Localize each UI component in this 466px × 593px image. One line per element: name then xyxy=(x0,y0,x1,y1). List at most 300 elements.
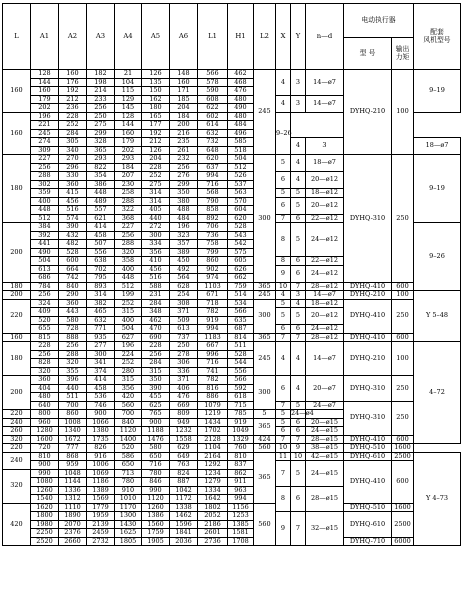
dim-cell: 960 xyxy=(31,418,59,427)
bolt-y-cell: 10 xyxy=(291,452,306,461)
dim-cell: 1110 xyxy=(59,503,87,512)
dim-cell: 990 xyxy=(31,469,59,478)
dim-cell: 1569 xyxy=(87,495,115,504)
group-L2-cell: 245 xyxy=(254,70,276,155)
dim-cell: 415 xyxy=(59,189,87,198)
dim-cell: 488 xyxy=(170,206,198,215)
dim-cell: 626 xyxy=(228,265,254,274)
dim-cell: 2736 xyxy=(198,537,228,546)
actuator-model-cell: DYHQ-310 xyxy=(344,401,392,435)
dim-cell: 919 xyxy=(198,316,228,325)
dim-cell: 468 xyxy=(228,78,254,87)
dim-cell: 620 xyxy=(198,155,228,164)
dim-cell: 1841 xyxy=(170,529,198,538)
dim-cell: 578 xyxy=(198,78,228,87)
bolt-nd-cell: 38—ø15 xyxy=(306,444,344,453)
dim-cell: 815 xyxy=(31,333,59,342)
dim-cell: 276 xyxy=(170,172,198,181)
bolt-x-cell: 4 xyxy=(276,95,291,112)
dim-cell: 354 xyxy=(87,172,115,181)
dim-cell: 700 xyxy=(115,410,142,419)
bolt-nd-cell: 28—ø15 xyxy=(306,435,344,444)
actuator-model-cell: DYHQ-310 xyxy=(344,376,392,402)
bolt-x-cell: 6 xyxy=(276,376,291,402)
bolt-y-cell: 3 xyxy=(291,291,306,300)
dim-cell: 637 xyxy=(198,163,228,172)
dim-cell: 585 xyxy=(228,138,254,147)
dim-cell: 886 xyxy=(198,393,228,402)
dim-cell: 2139 xyxy=(87,520,115,529)
dim-cell: 330 xyxy=(59,172,87,181)
table-row xyxy=(3,461,461,470)
dim-cell: 179 xyxy=(115,138,142,147)
dim-cell: 274 xyxy=(31,138,59,147)
bolt-x-cell: 9 xyxy=(276,512,291,546)
bolt-y-cell: 4 xyxy=(291,155,306,172)
bolt-y-cell: 4 xyxy=(291,342,306,376)
bolt-nd-cell: 18—ø12 xyxy=(306,299,344,308)
dim-cell: 256 xyxy=(31,350,59,359)
dim-cell: 627 xyxy=(115,333,142,342)
dim-cell: 1642 xyxy=(198,495,228,504)
actuator-torque-cell: 6000 xyxy=(392,537,414,546)
dim-cell: 687 xyxy=(228,325,254,334)
dim-cell: 160 xyxy=(31,87,59,96)
dim-cell: 207 xyxy=(115,172,142,181)
dim-cell: 1186 xyxy=(87,478,115,487)
dim-cell: 484 xyxy=(228,121,254,130)
bolt-y-cell: 5 xyxy=(291,308,306,325)
dim-cell: 713 xyxy=(115,469,142,478)
col-header-A1: A1 xyxy=(31,4,59,70)
dim-cell: 176 xyxy=(59,78,87,87)
dim-cell: 288 xyxy=(31,172,59,181)
dim-cell: 822 xyxy=(87,163,115,172)
dim-cell: 323 xyxy=(170,231,198,240)
dim-cell: 504 xyxy=(115,325,142,334)
col-header-A3: A3 xyxy=(87,4,115,70)
dim-cell: 840 xyxy=(59,282,87,291)
bolt-x-cell: 9 xyxy=(276,265,291,282)
bolt-y-cell: 9 xyxy=(291,444,306,453)
dim-cell: 414 xyxy=(87,223,115,232)
dim-cell: 716 xyxy=(142,461,170,470)
dim-cell: 910 xyxy=(115,486,142,495)
dim-cell: 1759 xyxy=(142,529,170,538)
dim-cell: 1010 xyxy=(115,495,142,504)
dim-cell: 1188 xyxy=(142,427,170,436)
dim-cell: 536 xyxy=(87,393,115,402)
dim-cell: 306 xyxy=(170,359,198,368)
bolt-nd-cell: 14—ø7 xyxy=(306,95,344,112)
bolt-x-cell: 4 xyxy=(276,70,291,96)
dim-cell: 862 xyxy=(228,469,254,478)
dim-cell: 165 xyxy=(142,112,170,121)
dim-cell: 228 xyxy=(142,342,170,351)
dim-cell: 288 xyxy=(59,350,87,359)
dim-cell: 284 xyxy=(142,299,170,308)
dim-cell: 526 xyxy=(228,172,254,181)
dim-cell: 621 xyxy=(87,214,115,223)
dim-cell: 746 xyxy=(87,401,115,410)
dim-cell: 1779 xyxy=(87,503,115,512)
dim-cell: 1280 xyxy=(31,427,59,436)
col-header-X: X xyxy=(276,4,291,70)
dim-cell: 212 xyxy=(142,138,170,147)
dim-cell: 236 xyxy=(59,104,87,113)
dim-cell: 465 xyxy=(87,308,115,317)
dim-cell: 1581 xyxy=(228,529,254,538)
bolt-y-cell: 6 xyxy=(291,418,306,427)
bolt-y-cell: 3 xyxy=(291,95,306,112)
dim-cell: 256 xyxy=(170,163,198,172)
dim-cell: 390 xyxy=(59,223,87,232)
dim-cell: 299 xyxy=(87,129,115,138)
dim-cell: 180 xyxy=(142,104,170,113)
dim-cell: 782 xyxy=(198,376,228,385)
bolt-y-cell: 6 xyxy=(291,257,306,266)
bolt-x-cell: 5 xyxy=(276,418,291,427)
dim-cell: 758 xyxy=(198,240,228,249)
dim-cell: 715 xyxy=(228,401,254,410)
dim-cell: 184 xyxy=(170,112,198,121)
dim-cell: 450 xyxy=(170,257,198,266)
dim-cell: 414 xyxy=(87,376,115,385)
dim-cell: 171 xyxy=(170,87,198,96)
dim-cell: 380 xyxy=(170,197,198,206)
dim-cell: 299 xyxy=(170,180,198,189)
dim-cell: 959 xyxy=(59,461,87,470)
group-L-cell: 220 xyxy=(3,444,31,453)
dim-cell: 1558 xyxy=(170,435,198,444)
table-row xyxy=(3,342,461,351)
dim-cell: 716 xyxy=(198,180,228,189)
group-L-cell: 160 xyxy=(3,112,31,155)
dim-cell: 476 xyxy=(170,393,198,402)
table-row xyxy=(3,444,461,453)
actuator-model-cell: DYHQ-610 xyxy=(344,512,392,538)
dim-cell: 1006 xyxy=(87,461,115,470)
dim-cell: 1735 xyxy=(87,435,115,444)
dim-cell: 245 xyxy=(31,129,59,138)
col-header-Y: Y xyxy=(291,4,306,70)
dim-cell: 126 xyxy=(142,70,170,79)
dim-cell: 900 xyxy=(87,410,115,419)
dim-cell: 1386 xyxy=(142,512,170,521)
dim-cell: 2732 xyxy=(87,537,115,546)
dim-cell: 328 xyxy=(87,138,115,147)
dim-cell: 256 xyxy=(59,342,87,351)
dim-cell: 994 xyxy=(198,325,228,334)
dim-cell: 590 xyxy=(198,87,228,96)
actuator-model-cell: DYHQ-410 xyxy=(344,299,392,333)
bolt-nd-cell: 14—ø7 xyxy=(306,342,344,376)
dim-cell: 520 xyxy=(31,316,59,325)
dim-cell: 199 xyxy=(115,291,142,300)
actuator-model-cell: DYHQ-410 xyxy=(344,282,392,291)
dim-cell: 221 xyxy=(31,121,59,130)
dim-cell: 809 xyxy=(170,410,198,419)
group-L2-cell: 245 xyxy=(254,342,276,376)
dim-cell: 1079 xyxy=(198,401,228,410)
group-L2-cell: 245 xyxy=(254,291,276,300)
dim-cell: 511 xyxy=(59,393,87,402)
bolt-nd-cell: 22—ø12 xyxy=(306,257,344,266)
group-L2-cell: 300 xyxy=(254,155,276,283)
dim-cell: 360 xyxy=(59,180,87,189)
dim-cell: 800 xyxy=(31,410,59,419)
bolt-y-cell: 7 xyxy=(291,282,306,291)
dim-cell: 357 xyxy=(170,240,198,249)
bolt-y-cell: 6 xyxy=(291,325,306,334)
dim-cell: 664 xyxy=(59,265,87,274)
dim-cell: 1620 xyxy=(31,503,59,512)
dim-cell: 400 xyxy=(115,265,142,274)
dim-cell: 212 xyxy=(59,95,87,104)
fan-model-cell: 4–72 xyxy=(414,342,461,444)
dim-cell: 261 xyxy=(170,146,198,155)
dim-cell: 543 xyxy=(228,231,254,240)
table-row xyxy=(3,291,461,300)
bolt-x-cell: 6 xyxy=(276,197,291,214)
group-L-cell: 220 xyxy=(3,410,31,419)
actuator-torque-cell: 1600 xyxy=(392,444,414,453)
dim-cell: 1340 xyxy=(59,427,87,436)
dim-cell: 840 xyxy=(115,418,142,427)
dim-cell: 341 xyxy=(87,359,115,368)
dim-cell: 771 xyxy=(87,325,115,334)
dim-cell: 574 xyxy=(59,214,87,223)
dim-cell: 192 xyxy=(59,87,87,96)
dim-cell: 365 xyxy=(87,146,115,155)
fan-model-cell: Y 5–48 xyxy=(414,291,461,342)
dim-cell: 1625 xyxy=(115,529,142,538)
dim-cell: 700 xyxy=(59,401,87,410)
bolt-x-cell: 7 xyxy=(276,435,291,444)
dim-cell: 604 xyxy=(228,206,254,215)
bolt-nd-cell: 20—ø12 xyxy=(306,172,344,189)
dim-cell: 544 xyxy=(228,359,254,368)
dim-cell: 314 xyxy=(142,197,170,206)
dim-cell: 432 xyxy=(59,231,87,240)
actuator-torque-cell: 2500 xyxy=(392,512,414,538)
dim-cell: 288 xyxy=(115,197,142,206)
dim-cell: 760 xyxy=(228,444,254,453)
dim-cell: 638 xyxy=(87,257,115,266)
col-header-model: 型 号 xyxy=(344,38,392,70)
bolt-y-cell: 4 xyxy=(291,299,306,308)
bolt-x-cell: 10 xyxy=(276,444,291,453)
bolt-y-cell: 7 xyxy=(291,333,306,342)
dim-cell: 2459 xyxy=(87,529,115,538)
dim-cell: 441 xyxy=(31,240,59,249)
dim-cell: 258 xyxy=(115,189,142,198)
col-header-A5: A5 xyxy=(142,4,170,70)
dim-cell: 916 xyxy=(87,452,115,461)
dim-cell: 782 xyxy=(198,308,228,317)
dim-cell: 728 xyxy=(59,325,87,334)
dim-cell: 716 xyxy=(198,359,228,368)
bolt-nd-cell: 24—ø12 xyxy=(306,223,344,257)
dim-cell: 528 xyxy=(228,350,254,359)
dim-cell: 302 xyxy=(31,180,59,189)
dim-cell: 887 xyxy=(170,478,198,487)
dim-cell: 278 xyxy=(170,350,198,359)
bolt-y-cell: 5 xyxy=(276,410,291,419)
bolt-nd-cell: 42—ø15 xyxy=(306,452,344,461)
dim-cell: 396 xyxy=(59,376,87,385)
bolt-x-cell: 10 xyxy=(276,282,291,291)
group-L2-cell: 365 xyxy=(254,333,276,342)
bolt-y-cell: 5 xyxy=(291,401,306,410)
fan-model-cell: 9–26 xyxy=(276,112,291,155)
dim-cell: 780 xyxy=(115,478,142,487)
dim-cell: 784 xyxy=(31,282,59,291)
bolt-nd-cell: 20—ø7 xyxy=(306,376,344,402)
bolt-nd-cell: 28—ø12 xyxy=(306,333,344,342)
actuator-model-cell: DYHQ-210 xyxy=(344,342,392,376)
dim-cell: 235 xyxy=(170,138,198,147)
bolt-nd-cell: 20—ø15 xyxy=(306,418,344,427)
dim-cell: 566 xyxy=(198,70,228,79)
fan-model-cell: 9–26 xyxy=(414,223,461,291)
dim-cell: 512 xyxy=(115,282,142,291)
dim-cell: 448 xyxy=(31,206,59,215)
dim-cell: 202 xyxy=(31,104,59,113)
dim-cell: 919 xyxy=(228,418,254,427)
bolt-y-cell: 4 xyxy=(291,172,306,189)
bolt-x-cell: 4 xyxy=(276,291,291,300)
dim-cell: 613 xyxy=(31,265,59,274)
group-L-cell: 180 xyxy=(3,282,31,291)
dim-cell: 650 xyxy=(115,461,142,470)
dim-cell: 284 xyxy=(142,359,170,368)
actuator-torque-cell: 100 xyxy=(392,70,414,155)
dim-cell: 1560 xyxy=(142,520,170,529)
dim-cell: 1170 xyxy=(115,503,142,512)
dim-cell: 115 xyxy=(115,87,142,96)
dim-cell: 2186 xyxy=(198,520,228,529)
dim-cell: 202 xyxy=(115,146,142,155)
dim-cell: 893 xyxy=(87,282,115,291)
dim-cell: 1600 xyxy=(31,435,59,444)
dim-cell: 2036 xyxy=(170,537,198,546)
bolt-y-cell: 6 xyxy=(291,427,306,436)
col-header-L1: L1 xyxy=(198,4,228,70)
dim-cell: 256 xyxy=(87,104,115,113)
dim-cell: 390 xyxy=(142,384,170,393)
dim-cell: 252 xyxy=(142,172,170,181)
group-L2-cell: 300 xyxy=(254,299,276,333)
bolt-x-cell: 6 xyxy=(276,427,291,436)
dim-cell: 1172 xyxy=(170,495,198,504)
dim-cell: 1260 xyxy=(31,486,59,495)
group-L-cell: 240 xyxy=(3,418,31,427)
dim-cell: 360 xyxy=(59,299,87,308)
bolt-nd-cell: 14—ø7 xyxy=(306,291,344,300)
dim-cell: 1103 xyxy=(198,282,228,291)
dim-cell: 476 xyxy=(228,87,254,96)
dim-cell: 231 xyxy=(142,291,170,300)
bolt-nd-cell: 24—ø15 xyxy=(306,427,344,436)
dim-cell: 293 xyxy=(115,155,142,164)
group-L-cell: 320 xyxy=(3,469,31,503)
dim-cell: 1329 xyxy=(228,435,254,444)
dim-cell: 440 xyxy=(59,384,87,393)
dim-cell: 300 xyxy=(87,350,115,359)
actuator-model-cell: DYHQ-310 xyxy=(344,155,392,283)
dim-cell: 629 xyxy=(170,444,198,453)
bolt-x-cell: 7 xyxy=(276,401,291,410)
group-L-cell: 200 xyxy=(3,376,31,410)
bolt-y-cell: 6 xyxy=(291,214,306,223)
dim-cell: 765 xyxy=(142,410,170,419)
bolt-x-cell: 5 xyxy=(276,299,291,308)
dim-cell: 1338 xyxy=(170,503,198,512)
dim-cell: 605 xyxy=(228,257,254,266)
dim-cell: 1292 xyxy=(198,461,228,470)
table-row xyxy=(3,537,461,546)
dim-cell: 504 xyxy=(228,155,254,164)
dim-cell: 458 xyxy=(87,384,115,393)
dim-cell: 492 xyxy=(170,265,198,274)
dim-cell: 470 xyxy=(142,325,170,334)
dim-cell: 320 xyxy=(59,359,87,368)
dim-cell: 504 xyxy=(31,257,59,266)
col-header-A2: A2 xyxy=(59,4,87,70)
dim-cell: 256 xyxy=(115,231,142,240)
dim-cell: 632 xyxy=(87,316,115,325)
bolt-y-cell: 3 xyxy=(291,70,306,96)
actuator-torque-cell: 250 xyxy=(392,155,414,283)
dim-cell: 315 xyxy=(115,376,142,385)
dim-cell: 706 xyxy=(198,223,228,232)
bolt-x-cell: 7 xyxy=(276,214,291,223)
dim-cell: 256 xyxy=(31,291,59,300)
bolt-nd-cell: 32—ø15 xyxy=(306,512,344,546)
dim-cell: 566 xyxy=(228,376,254,385)
dim-cell: 528 xyxy=(228,223,254,232)
dim-cell: 252 xyxy=(115,299,142,308)
dim-cell: 580 xyxy=(142,444,170,453)
actuator-torque-cell: 250 xyxy=(392,299,414,333)
bolt-x-cell: 6 xyxy=(276,325,291,334)
bolt-nd-cell: 28—ø12 xyxy=(306,282,344,291)
bolt-nd-cell: 24—ø7 xyxy=(306,401,344,410)
actuator-model-cell: DYHQ-610 xyxy=(344,452,392,461)
dim-cell: 507 xyxy=(87,240,115,249)
dim-cell: 406 xyxy=(170,384,198,393)
dim-cell: 254 xyxy=(170,291,198,300)
dim-cell: 204 xyxy=(142,155,170,164)
group-L-cell: 320 xyxy=(3,435,31,444)
dim-cell: 340 xyxy=(59,146,87,155)
col-header-H1: H1 xyxy=(228,4,254,70)
dim-cell: 557 xyxy=(87,206,115,215)
bolt-x-cell: 7 xyxy=(276,461,291,487)
actuator-torque-cell: 100 xyxy=(392,291,414,300)
bolt-x-cell: 5 xyxy=(276,189,291,198)
dim-cell: 2164 xyxy=(198,452,228,461)
damper-spec-table xyxy=(2,3,461,546)
table-row xyxy=(3,155,461,164)
dim-cell: 1253 xyxy=(228,512,254,521)
dim-cell: 224 xyxy=(115,350,142,359)
dim-cell: 270 xyxy=(59,155,87,164)
bolt-nd-cell: 18—ø12 xyxy=(306,189,344,198)
dim-cell: 935 xyxy=(87,333,115,342)
dim-cell: 2250 xyxy=(31,529,59,538)
